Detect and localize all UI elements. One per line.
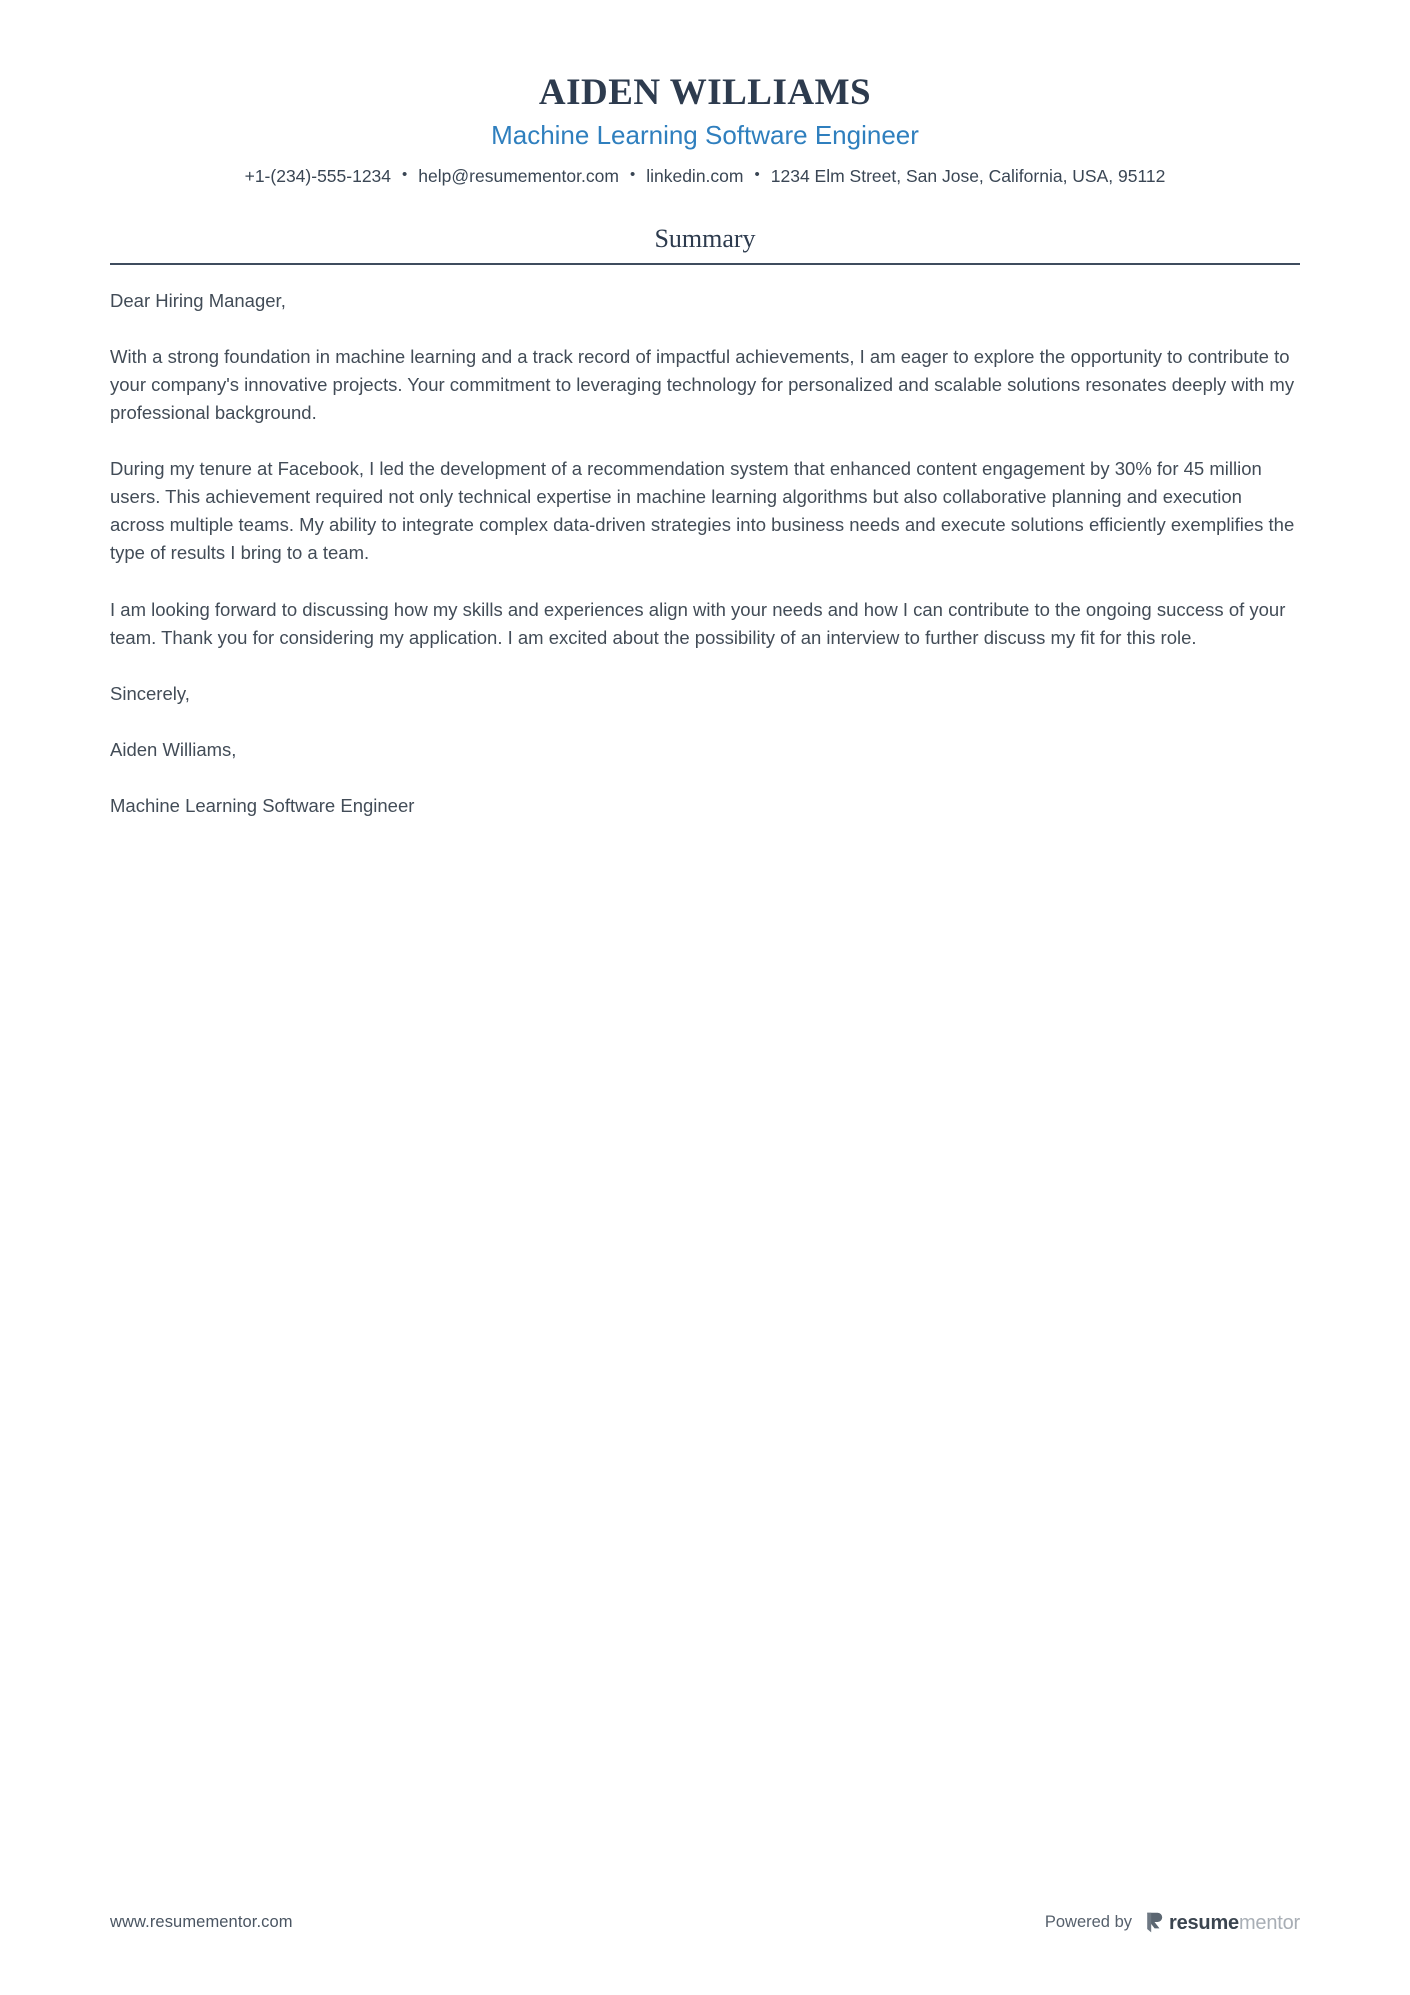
contact-email[interactable]: help@resumementor.com [418, 166, 619, 187]
section-title: Summary [654, 224, 756, 254]
powered-by-block [1045, 1912, 1300, 1933]
letter-paragraph-2: During my tenure at Facebook, I led the development of a recommendation system that enhanced content engagement by 30% for 45 million users. This achievement required not only technical expertise in machine learning algorithms but also collaborative planning and execution across multiple teams. My ability to integrate complex data-driven strategies into business needs and execute solutions efficiently exemplifies the type of results I bring to a team. [110, 458, 1295, 564]
brand-name-primary: resume [1169, 1911, 1239, 1934]
letter-closing: Sincerely, [110, 682, 190, 704]
brand-wordmark [1169, 1913, 1300, 1933]
letter-paragraph-3: I am looking forward to discussing how my skills and experiences align with your needs and how I can contribute to the ongoing success of your team. Thank you for considering my application. I am excited about the possibility of an interview to further discuss my fit for this role. [110, 598, 1286, 648]
contact-phone: +1-(234)-555-1234 [244, 166, 392, 187]
contact-website[interactable]: linkedin.com [646, 166, 744, 187]
letter-paragraph-1: With a strong foundation in machine learning and a track record of impactful achievements, I am eager to explore the opportunity to contribute to your company's innovative projects. Your commitment to leveraging technology for personalized and scalable solutions resonates deeply with my professional background. [110, 345, 1295, 423]
letter-body [0, 287, 1410, 820]
summary-section-header [0, 223, 1410, 264]
brand-name-secondary: mentor [1238, 1911, 1300, 1934]
contact-line [0, 163, 1410, 189]
contact-separator-icon: • [629, 165, 636, 183]
footer-website-url[interactable]: www.resumementor.com [110, 1913, 293, 1931]
candidate-name: AIDEN WILLIAMS [538, 72, 872, 113]
contact-separator-icon: • [402, 165, 408, 183]
contact-separator-icon: • [754, 165, 760, 183]
letter-header [0, 0, 1410, 189]
section-divider [110, 263, 1300, 265]
candidate-job-title: Machine Learning Software Engineer [491, 120, 919, 151]
page-footer [0, 1912, 1410, 1933]
resumementor-logo[interactable] [1146, 1912, 1300, 1933]
letter-salutation: Dear Hiring Manager, [110, 289, 286, 311]
powered-by-label: Powered by [1044, 1913, 1132, 1931]
letter-signature-name: Aiden Williams, [110, 738, 237, 760]
letter-signature-title: Machine Learning Software Engineer [110, 794, 415, 816]
contact-address: 1234 Elm Street, San Jose, California, USA, 95112 [770, 166, 1166, 187]
resumementor-mark-icon [1146, 1912, 1163, 1933]
